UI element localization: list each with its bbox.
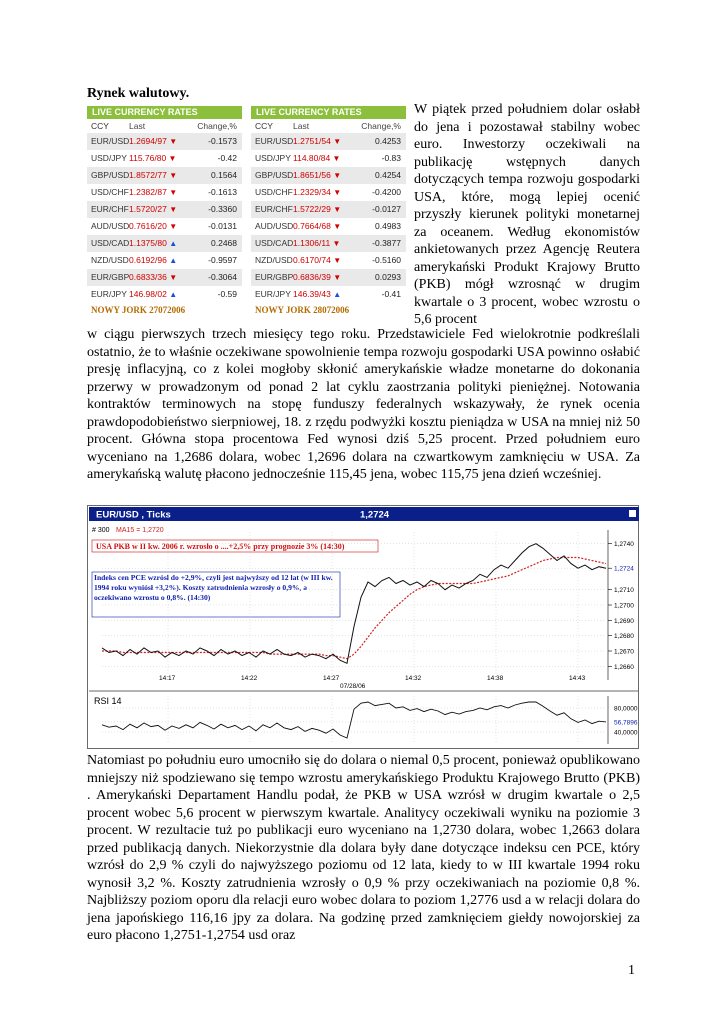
arrow-down-icon: ▼: [333, 222, 342, 231]
arrow-up-icon: ▲: [169, 256, 178, 265]
ccy-cell: AUD/USD: [255, 221, 294, 231]
arrow-down-icon: ▼: [333, 205, 342, 214]
price-grid: [102, 530, 612, 744]
table-row: [87, 269, 242, 286]
y-tick-label: 1,2670: [614, 648, 634, 656]
change-cell: -0.0131: [208, 221, 237, 231]
last-cell: 146.98/02 ▲: [129, 289, 178, 299]
col-last: Last: [129, 121, 146, 131]
arrow-down-icon: ▼: [332, 154, 341, 163]
arrow-down-icon: ▼: [333, 256, 342, 265]
ccy-cell: EUR/USD: [91, 136, 130, 146]
ccy-cell: USD/JPY: [255, 153, 291, 163]
last-cell: 1.5720/27 ▼: [129, 204, 178, 214]
arrow-down-icon: ▼: [333, 137, 342, 146]
table-row: [251, 286, 406, 303]
ccy-cell: NZD/USD: [255, 255, 293, 265]
col-change: Change,%: [361, 121, 401, 131]
ccy-cell: EUR/GBP: [91, 272, 130, 282]
table-body: [87, 133, 242, 303]
paragraph-1: w ciągu pierwszych trzech miesięcy tego roku. Przedstawiciele Fed wielokrotnie podkreślali ostatnio, że to właśnie oczekiwane spowolnienie tempa rozwoju gospodarki USA powinno osłabić presję inflacyjną, co z kolei mogłoby skłonić amerykańskie władze monetarne do dokonania przerwy w prowadzonym od ponad 2 lat cyklu zaostrzania polityki pieniężnej. Notowania kontraktów terminowych na stopę funduszy federalnych wskazywały, że rynek ocenia prawdopodobieństwo sierpniowej, 18. z rzędu podwyżki kosztu pieniądza w USA na mniej niż 50 procent. Główna stopa procentowa Fed wynosi dziś 5,25 procent. Przed południem euro wyceniano na 1,2686 dolara, wobec 1,2696 dolara na czwartkowym zamknięciu w USA. Za amerykańską walutę płacono jednocześnie 115,45 jena, wobec 115,75 jena dzień wcześniej.: [87, 327, 640, 482]
last-cell: 1.2694/97 ▼: [129, 136, 178, 146]
x-tick-label: 14:27: [323, 675, 340, 682]
currency-table-28072006: [251, 106, 406, 316]
table-row: [87, 150, 242, 167]
table-footer: NOWY JORK 28072006: [255, 305, 350, 315]
x-tick-label: 14:32: [405, 675, 422, 682]
ccy-cell: EUR/GBP: [255, 272, 294, 282]
last-cell: 114.80/84 ▼: [293, 153, 341, 163]
table-header: [87, 119, 242, 133]
ccy-cell: EUR/CHF: [91, 204, 129, 214]
change-cell: 0.4983: [375, 221, 401, 231]
last-cell: 0.6192/96 ▲: [129, 255, 178, 265]
change-cell: -0.3877: [372, 238, 401, 248]
last-cell: 1.5722/29 ▼: [293, 204, 342, 214]
col-ccy: CCY: [255, 121, 273, 131]
table-row: [87, 252, 242, 269]
change-cell: -0.0127: [372, 204, 401, 214]
currency-table-27072006: [87, 106, 242, 316]
table-row: [251, 235, 406, 252]
y-tick-label: 1,2710: [614, 587, 634, 595]
change-cell: -0.3360: [208, 204, 237, 214]
table-title: LIVE CURRENCY RATES: [251, 106, 406, 119]
table-row: [251, 167, 406, 184]
y-tick-label: 1,2690: [614, 617, 634, 625]
table-row: [87, 184, 242, 201]
rsi-tick-label: 56,7896: [614, 719, 638, 727]
last-cell: 1.1306/11 ▼: [293, 238, 341, 248]
ccy-cell: EUR/CHF: [255, 204, 293, 214]
x-tick-label: 14:38: [487, 675, 504, 682]
arrow-down-icon: ▼: [169, 188, 178, 197]
ccy-cell: AUD/USD: [91, 221, 130, 231]
date-label: 07/28/06: [340, 683, 366, 690]
arrow-down-icon: ▼: [169, 137, 178, 146]
rsi-tick-label: 40,0000: [614, 729, 638, 737]
ccy-cell: USD/JPY: [91, 153, 127, 163]
table-row: [87, 201, 242, 218]
arrow-down-icon: ▼: [169, 205, 178, 214]
y-tick-label: 1,2680: [614, 633, 634, 641]
last-cell: 1.8572/77 ▼: [129, 170, 178, 180]
chart-title: EUR/USD , Ticks: [96, 509, 171, 521]
section-heading: Rynek walutowy.: [87, 86, 190, 101]
ccy-cell: EUR/USD: [255, 136, 294, 146]
ccy-cell: USD/CHF: [91, 187, 129, 197]
last-cell: 1.2382/87 ▼: [129, 187, 178, 197]
rsi-label: RSI 14: [94, 696, 122, 706]
ma-label: MA15 = 1,2720: [116, 527, 164, 534]
change-cell: -0.5160: [372, 255, 401, 265]
rsi-grid: [102, 696, 608, 744]
arrow-down-icon: ▼: [332, 239, 341, 248]
ccy-cell: USD/CAD: [255, 238, 294, 248]
y-tick-label: 1,2724: [614, 565, 634, 573]
ccy-cell: GBP/USD: [91, 170, 130, 180]
change-cell: 0.4253: [375, 136, 401, 146]
col-ccy: CCY: [91, 121, 109, 131]
rsi-series-line: [102, 702, 606, 738]
ccy-cell: NZD/USD: [91, 255, 129, 265]
table-row: [87, 218, 242, 235]
table-row: [87, 167, 242, 184]
change-cell: 0.0293: [375, 272, 401, 282]
col-change: Change,%: [197, 121, 237, 131]
table-body: [251, 133, 406, 303]
table-row: [251, 150, 406, 167]
chart-canvas: [88, 506, 640, 750]
table-row: [87, 133, 242, 150]
table-row: [251, 184, 406, 201]
last-cell: 115.76/80 ▼: [129, 153, 177, 163]
arrow-down-icon: ▼: [333, 171, 342, 180]
ccy-cell: EUR/JPY: [91, 289, 127, 299]
time-axis: [159, 675, 586, 682]
arrow-up-icon: ▲: [169, 290, 178, 299]
change-cell: 0.4254: [375, 170, 401, 180]
change-cell: 0.2468: [211, 238, 237, 248]
last-cell: 1.8651/56 ▼: [293, 170, 342, 180]
last-cell: 0.7664/68 ▼: [293, 221, 342, 231]
table-row: [87, 286, 242, 303]
y-tick-label: 1,2700: [614, 602, 634, 610]
annotation-pce: Indeks cen PCE wzrósł do +2,9%, czyli jest najwyższy od 12 lat (w III kw. 1994 roku wyniósł +3,2%). Koszty zatrudnienia wzrosły o 0,9%, a oczekiwano wzrostu o 0,8%. (14:30): [94, 573, 333, 602]
change-cell: -0.42: [217, 153, 237, 163]
change-cell: -0.4200: [372, 187, 401, 197]
table-row: [251, 252, 406, 269]
table-footer: NOWY JORK 27072006: [91, 305, 186, 315]
change-cell: -0.83: [381, 153, 401, 163]
table-row: [251, 269, 406, 286]
table-header: [251, 119, 406, 133]
ccy-cell: GBP/USD: [255, 170, 294, 180]
last-cell: 1.1375/80 ▲: [129, 238, 178, 248]
ccy-cell: USD/CAD: [91, 238, 130, 248]
table-row: [251, 201, 406, 218]
change-cell: 0.1564: [211, 170, 237, 180]
last-cell: 1.2751/54 ▼: [293, 136, 342, 146]
close-icon[interactable]: [629, 510, 636, 517]
arrow-down-icon: ▼: [169, 222, 178, 231]
ccy-cell: USD/CHF: [255, 187, 293, 197]
arrow-up-icon: ▲: [169, 239, 178, 248]
last-cell: 0.6170/74 ▼: [293, 255, 342, 265]
arrow-down-icon: ▼: [333, 188, 342, 197]
y-tick-label: 1,2660: [614, 663, 634, 671]
last-cell: 0.6833/36 ▼: [129, 272, 178, 282]
page-number: 1: [628, 963, 635, 978]
x-tick-label: 14:17: [159, 675, 176, 682]
x-tick-label: 14:43: [569, 675, 586, 682]
annotation-pkb: USA PKB w II kw. 2006 r. wzrosło o ....+2,5% przy prognozie 3% (14:30): [96, 542, 345, 551]
paragraph-2: Natomiast po południu euro umocniło się do dolara o niemal 0,5 procent, ponieważ opublikowano mniejszy niż spodziewano się tempo wzrostu amerykańskiego Produktu Krajowego Brutto (PKB) . Amerykański Departament Handlu podał, że PKB w USA wzrósł w drugim kwartale o 2,5 procent wobec 5,6 procent w pierwszym kwartale. Analitycy oczekiwali wyniku na poziomie 3 procent. W rezultacie tuż po publikacji euro wyceniano na 1,2730 dolara, wobec 1,2663 dolara przed publikacją danych. Niekorzystnie dla dolara były dane dotyczące indeksu cen PCE, który wzrósł do 2,9 % czyli do najwyższego poziomu od 12 lata, kiedy to w III kwartale 1994 roku wynosił 3,2 %. Koszty zatrudnienia wzrosły o 0,9 % przy oczekiwaniach na poziomie 0,8 %. Najbliższy poziom oporu dla relacji euro wobec dolara to poziom 1,2776 usd a w relacji dolara do jena japońskiego 116,16 jpy za dolara. Na godzinę przed zamknięciem giełdy nowojorskiej za euro płacono 1,2751-1,2754 usd oraz: [87, 753, 640, 943]
last-cell: 1.2329/34 ▼: [293, 187, 342, 197]
arrow-down-icon: ▼: [168, 154, 177, 163]
table-row: [251, 218, 406, 235]
arrow-down-icon: ▼: [169, 273, 178, 282]
chart-current-value: 1,2724: [360, 509, 390, 521]
table-row: [87, 235, 242, 252]
rsi-axis: [614, 706, 638, 737]
last-cell: 146.39/43 ▲: [293, 289, 342, 299]
table-title: LIVE CURRENCY RATES: [87, 106, 242, 119]
ccy-cell: EUR/JPY: [255, 289, 291, 299]
change-cell: -0.41: [381, 289, 401, 299]
change-cell: -0.1613: [208, 187, 237, 197]
eurusd-tick-chart: [87, 505, 639, 749]
col-last: Last: [293, 121, 310, 131]
last-cell: 0.7616/20 ▼: [129, 221, 178, 231]
change-cell: -0.59: [217, 289, 237, 299]
change-cell: -0.9597: [208, 255, 237, 265]
table-row: [251, 133, 406, 150]
intro-paragraph: W piątek przed południem dolar osłabł do jena i pozostawał stabilny wobec euro. Inwestorzy oczekiwali na publikację wstępnych danych dotyczących tempa rozwoju gospodarki USA, które, mogą lepiej ocenić przyszły kierunek polityki monetarnej za oceanem. Według ekonomistów ankietowanych przez Agencję Reutera amerykański Produkt Krajowy Brutto (PKB) mógł wzrosnąć w drugim kwartale o 3 procent, wobec wzrostu o 5,6 procent: [414, 102, 640, 327]
last-cell: 0.6836/39 ▼: [293, 272, 342, 282]
price-axis: [614, 541, 634, 671]
change-cell: -0.1573: [208, 136, 237, 146]
change-cell: -0.3064: [208, 272, 237, 282]
arrow-down-icon: ▼: [169, 171, 178, 180]
rsi-tick-label: 80,0000: [614, 705, 638, 713]
y-tick-label: 1,2740: [614, 541, 634, 549]
arrow-up-icon: ▲: [333, 290, 342, 299]
tick-count: # 300: [92, 527, 110, 534]
arrow-down-icon: ▼: [333, 273, 342, 282]
x-tick-label: 14:22: [241, 675, 258, 682]
